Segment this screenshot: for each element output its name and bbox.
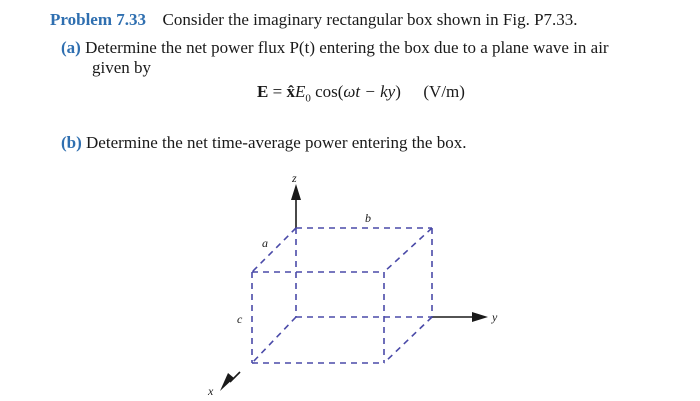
dimension-label-b: b	[365, 211, 371, 225]
problem-intro: Consider the imaginary rectangular box shown in Fig. P7.33.	[162, 10, 578, 29]
equation-units: (V/m)	[423, 82, 465, 101]
equation-equals: =	[268, 82, 287, 101]
equation-argument: ωt − ky	[343, 82, 396, 101]
equation-close: )	[395, 82, 401, 101]
part-a-text-line1: Determine the net power flux P(t) entering the box due to a plane wave in air	[85, 38, 609, 57]
z-axis-arrowhead	[291, 184, 301, 200]
equation-lhs: E	[257, 82, 269, 101]
x-axis-arrowhead	[220, 373, 234, 391]
box-edge-depth-bottom-left	[252, 317, 296, 363]
box-edge-depth-bottom-right	[384, 317, 432, 363]
box-edge-depth-top-left	[252, 228, 296, 272]
equation-amplitude-sub: 0	[305, 92, 311, 105]
problem-label: Problem 7.33	[50, 10, 147, 29]
part-b-label: (b)	[61, 133, 82, 152]
part-b-text: Determine the net time-average power entering the box.	[86, 133, 467, 152]
part-a-text-line2: given by	[92, 58, 152, 77]
dimension-label-c: c	[237, 312, 243, 326]
equation-func: cos(	[310, 82, 344, 101]
axis-label-x: x	[208, 384, 214, 398]
equation-unit-vector: x̂	[286, 82, 295, 101]
box-edge-depth-top-right	[384, 228, 432, 272]
part-a-label: (a)	[61, 38, 81, 57]
equation-amplitude: E	[294, 82, 306, 101]
y-axis-arrowhead	[472, 312, 488, 322]
axis-label-z: z	[292, 171, 297, 185]
axis-label-y: y	[492, 310, 498, 324]
dimension-label-a: a	[262, 236, 268, 250]
